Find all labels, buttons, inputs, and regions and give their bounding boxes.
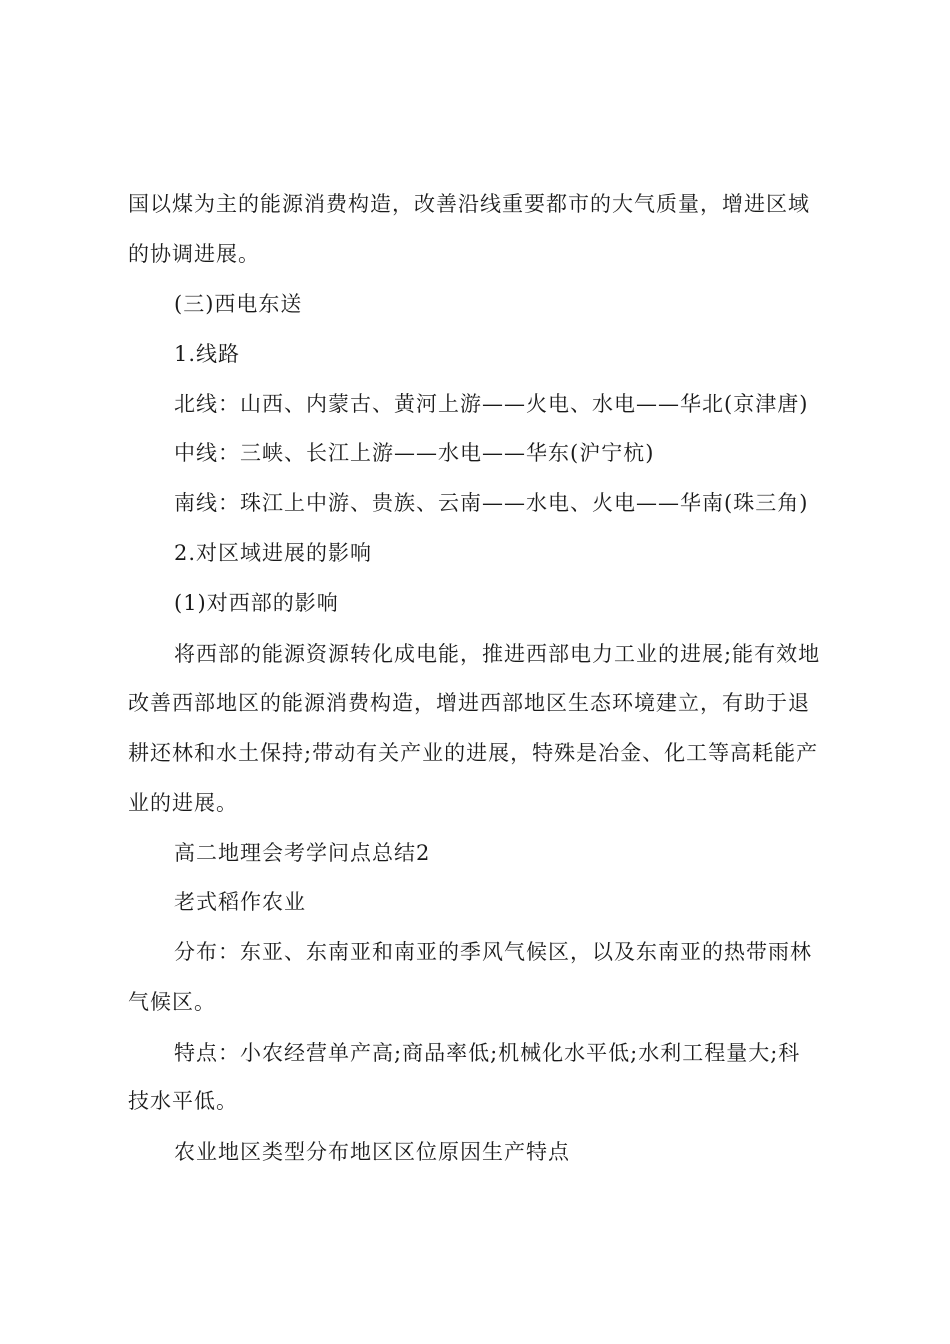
subsection-heading: 老式稻作农业 bbox=[174, 890, 306, 914]
subsection-heading: (1)对西部的影响 bbox=[174, 591, 339, 615]
text-line: 国以煤为主的能源消费构造，改善沿线重要都市的大气质量，增进区域 bbox=[128, 192, 810, 216]
subsection-heading: 1.线路 bbox=[174, 342, 241, 366]
text-line: 北线：山西、内蒙古、黄河上游——火电、水电——华北(京津唐) bbox=[174, 392, 809, 416]
text-line: 将西部的能源资源转化成电能，推进西部电力工业的进展;能有效地 bbox=[174, 642, 821, 666]
section-heading: (三)西电东送 bbox=[174, 292, 303, 316]
text-line: 的协调进展。 bbox=[128, 242, 260, 266]
text-line: 中线：三峡、长江上游——水电——华东(沪宁杭) bbox=[174, 441, 655, 465]
text-line: 改善西部地区的能源消费构造，增进西部地区生态环境建立，有助于退 bbox=[128, 691, 810, 715]
text-line: 技水平低。 bbox=[128, 1089, 238, 1113]
table-header-line: 农业地区类型分布地区区位原因生产特点 bbox=[174, 1140, 570, 1164]
text-line: 气候区。 bbox=[128, 990, 216, 1014]
text-line: 分布：东亚、东南亚和南亚的季风气候区，以及东南亚的热带雨林 bbox=[174, 940, 812, 964]
document-section-title: 高二地理会考学问点总结2 bbox=[174, 841, 431, 865]
text-line: 南线：珠江上中游、贵族、云南——水电、火电——华南(珠三角) bbox=[174, 491, 809, 515]
text-line: 业的进展。 bbox=[128, 791, 238, 815]
subsection-heading: 2.对区域进展的影响 bbox=[174, 541, 373, 565]
text-line: 特点：小农经营单产高;商品率低;机械化水平低;水利工程量大;科 bbox=[174, 1041, 801, 1065]
text-line: 耕还林和水土保持;带动有关产业的进展，特殊是冶金、化工等高耗能产 bbox=[128, 741, 819, 765]
